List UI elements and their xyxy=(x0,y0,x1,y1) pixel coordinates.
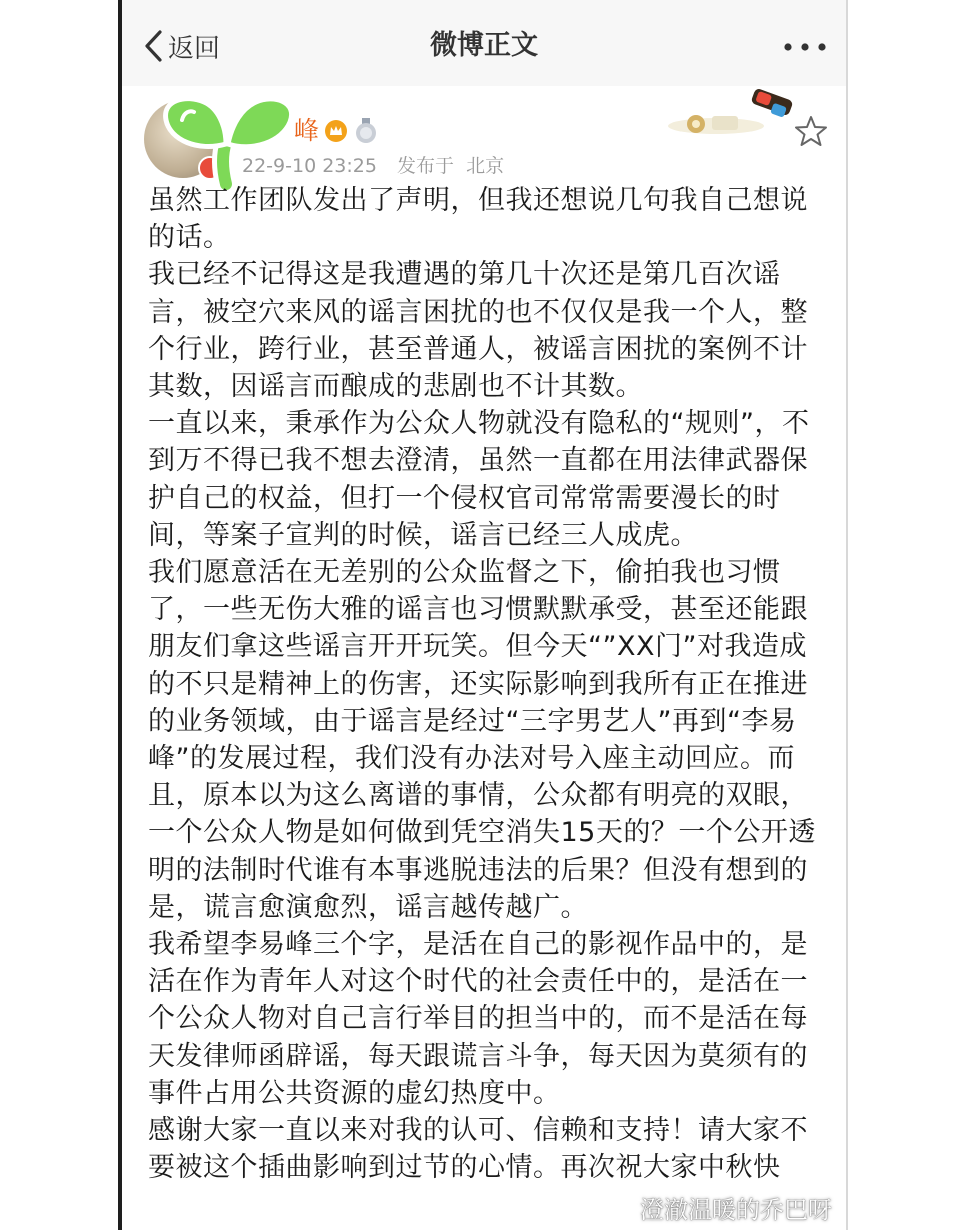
decoration-badge-icon xyxy=(668,86,798,142)
green-sprout-sticker xyxy=(152,92,304,196)
post-paragraph: 一直以来，秉承作为公众人物就没有隐私的“规则”，不 到万不得已我不想去澄清，虽然一直都在用法律武器保 护自己的权益，但打一个侵权官司常常需要漫长的时 间，等案子宣判的时候，谣言已经三人成虎。 xyxy=(148,408,810,551)
post-location: 北京 xyxy=(466,155,505,177)
medal-icon xyxy=(354,118,378,148)
post-meta xyxy=(242,152,504,180)
post-paragraph: 感谢大家一直以来对我的认可、信赖和支持！请大家不 要被这个插曲影响到过节的心情。再次祝大家中秋快 xyxy=(148,1115,808,1184)
watermark xyxy=(606,1190,832,1225)
post-paragraph: 我已经不记得这是我遭遇的第几十次还是第几百次谣 言，被空穴来风的谣言困扰的也不仅仅是我一个人，整 个行业，跨行业，甚至普通人，被谣言困扰的案例不计 其数，因谣言而酿成的悲剧也不计其数。 xyxy=(148,259,808,403)
post-paragraph: 我们愿意活在无差别的公众监督之下，偷拍我也习惯 了，一些无伤大雅的谣言也习惯默默承受，甚至还能跟 朋友们拿这些谣言开开玩笑。但今天“”XX门”对我造成 的不只是精神上的伤害，还实际影响到我所有正在推进 的业务领域，由于谣言是经过“三字男艺人”再到“李易 峰”的发展过程，我们没有办法对号入座主动回应。而 且，原本以为这么离谱的事情，公众都有明亮的双眼， 一个公众人物是如何做到凭空消失15天的？一个公开透 明的法制时代谁有本事逃脱违法的后果？但没有想到的 是，谎言愈演愈烈，谣言越传越广。 xyxy=(148,557,816,923)
author-name[interactable]: 峰 xyxy=(294,116,320,145)
user-badges xyxy=(324,118,378,148)
watermark-text: 澄澈温暖的乔巴呀 xyxy=(640,1196,832,1224)
star-outline-icon xyxy=(794,133,828,152)
post-content xyxy=(148,182,828,1186)
weibo-post-screen xyxy=(122,0,846,1230)
post-time: 22-9-10 23:25 xyxy=(242,155,377,177)
author-block xyxy=(122,86,846,186)
page-title: 微博正文 xyxy=(430,30,538,61)
published-label: 发布于 xyxy=(397,155,455,177)
crown-icon xyxy=(324,119,348,147)
navigation-bar xyxy=(122,0,846,86)
weibo-logo-icon xyxy=(606,1193,636,1223)
post-paragraph: 我希望李易峰三个字，是活在自己的影视作品中的，是 活在作为青年人对这个时代的社会责任中的，是活在一 个公众人物对自己言行举目的担当中的，而不是活在每 天发律师函辟谣，每天跟谎言斗争，每天因为莫须有的 事件占用公共资源的虚幻热度中。 xyxy=(148,929,808,1109)
right-margin xyxy=(848,0,960,1230)
post-paragraph: 虽然工作团队发出了声明，但我还想说几句我自己想说 的话。 xyxy=(148,185,808,254)
more-button[interactable] xyxy=(782,30,828,62)
back-label: 返回 xyxy=(168,33,221,64)
favorite-button[interactable] xyxy=(794,114,828,148)
left-margin xyxy=(0,0,118,1230)
more-dots-icon xyxy=(783,37,827,56)
